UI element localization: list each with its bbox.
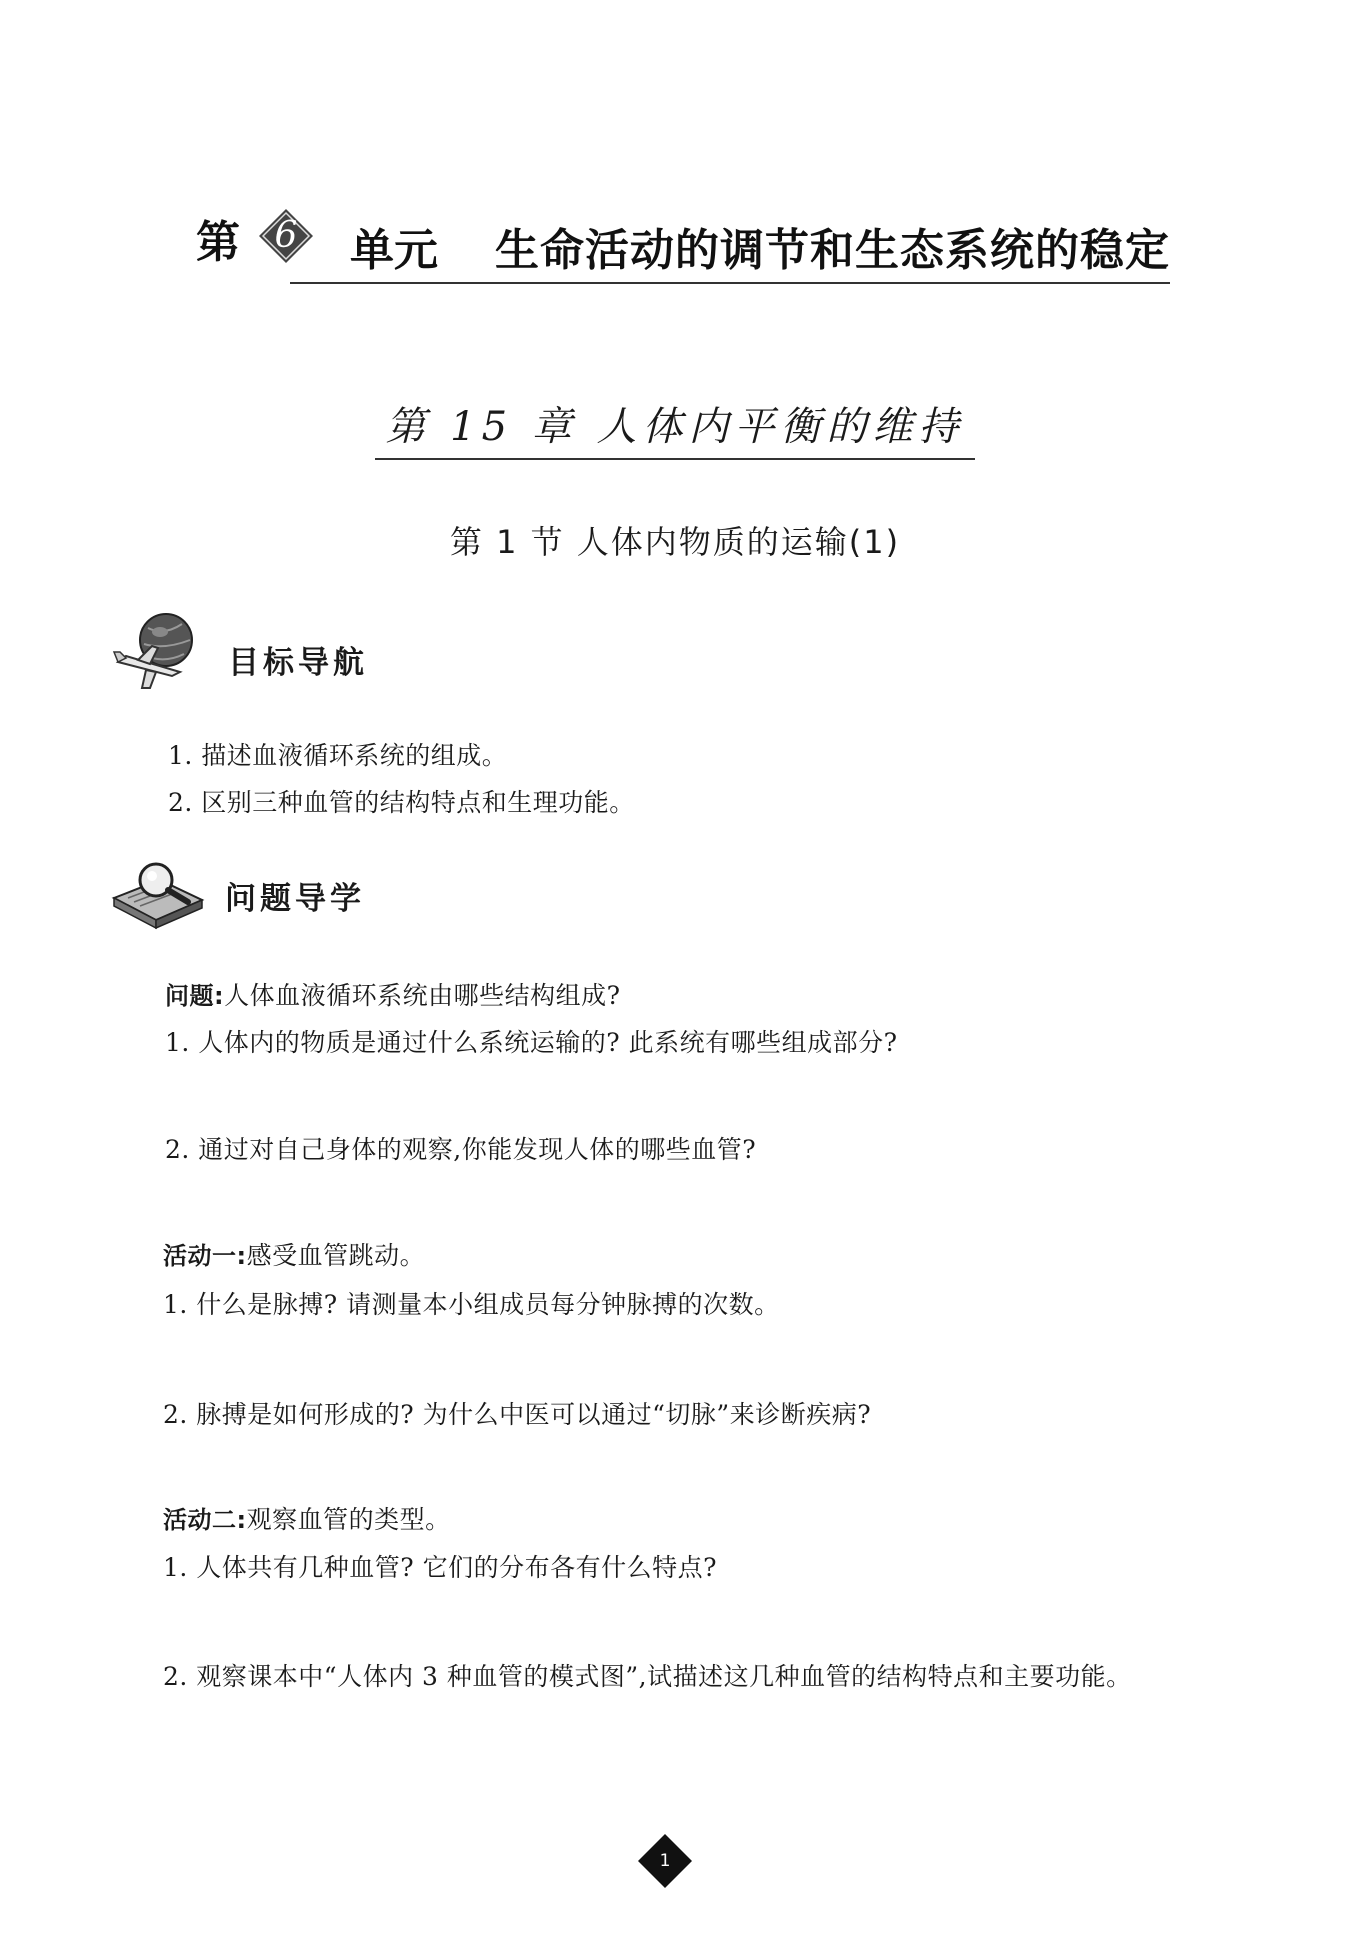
guided-study-heading: 问题导学 <box>225 881 365 917</box>
globe-airplane-icon <box>112 610 200 700</box>
unit-prefix: 第 <box>196 217 240 268</box>
activity-two-item: 2. 观察课本中“人体内 3 种血管的模式图”,试描述这几种血管的结构特点和主要功能。 <box>163 1662 1132 1691</box>
unit-title: 生命活动的调节和生态系统的稳定 <box>495 225 1170 276</box>
activity-two-lead: 活动二: <box>163 1506 247 1534</box>
objective-item: 1. 描述血液循环系统的组成。 <box>168 741 508 770</box>
unit-number: 6 <box>274 215 298 256</box>
question-lead: 问题: <box>165 982 225 1010</box>
page-number: 1 <box>659 1851 671 1871</box>
question-item: 1. 人体内的物质是通过什么系统运输的? 此系统有哪些组成部分? <box>165 1028 898 1057</box>
page-number-badge <box>637 1833 693 1889</box>
magnifier-book-icon <box>110 858 206 930</box>
activity-one-lead: 活动一: <box>163 1242 247 1270</box>
unit-underline <box>290 282 1170 284</box>
question-text: 人体血液循环系统由哪些结构组成? <box>224 981 621 1010</box>
question-line <box>165 976 621 1012</box>
activity-one-item: 2. 脉搏是如何形成的? 为什么中医可以通过“切脉”来诊断疾病? <box>163 1400 872 1429</box>
activity-two-line <box>163 1500 451 1536</box>
activity-one-line <box>163 1236 425 1272</box>
unit-suffix: 单元 <box>350 225 438 276</box>
question-item: 2. 通过对自己身体的观察,你能发现人体的哪些血管? <box>165 1135 757 1164</box>
chapter-title: 第 15 章 人体内平衡的维持 <box>375 395 974 460</box>
unit-header <box>190 200 1170 290</box>
activity-two-item: 1. 人体共有几种血管? 它们的分布各有什么特点? <box>163 1553 718 1582</box>
objective-item: 2. 区别三种血管的结构特点和生理功能。 <box>168 788 635 817</box>
objectives-heading: 目标导航 <box>228 645 368 681</box>
activity-one-item: 1. 什么是脉搏? 请测量本小组成员每分钟脉搏的次数。 <box>163 1290 780 1319</box>
activity-two-text: 观察血管的类型。 <box>246 1505 451 1534</box>
section-title: 第 1 节 人体内物质的运输(1) <box>449 523 901 561</box>
activity-one-text: 感受血管跳动。 <box>246 1241 426 1270</box>
chapter-heading <box>0 395 1350 460</box>
